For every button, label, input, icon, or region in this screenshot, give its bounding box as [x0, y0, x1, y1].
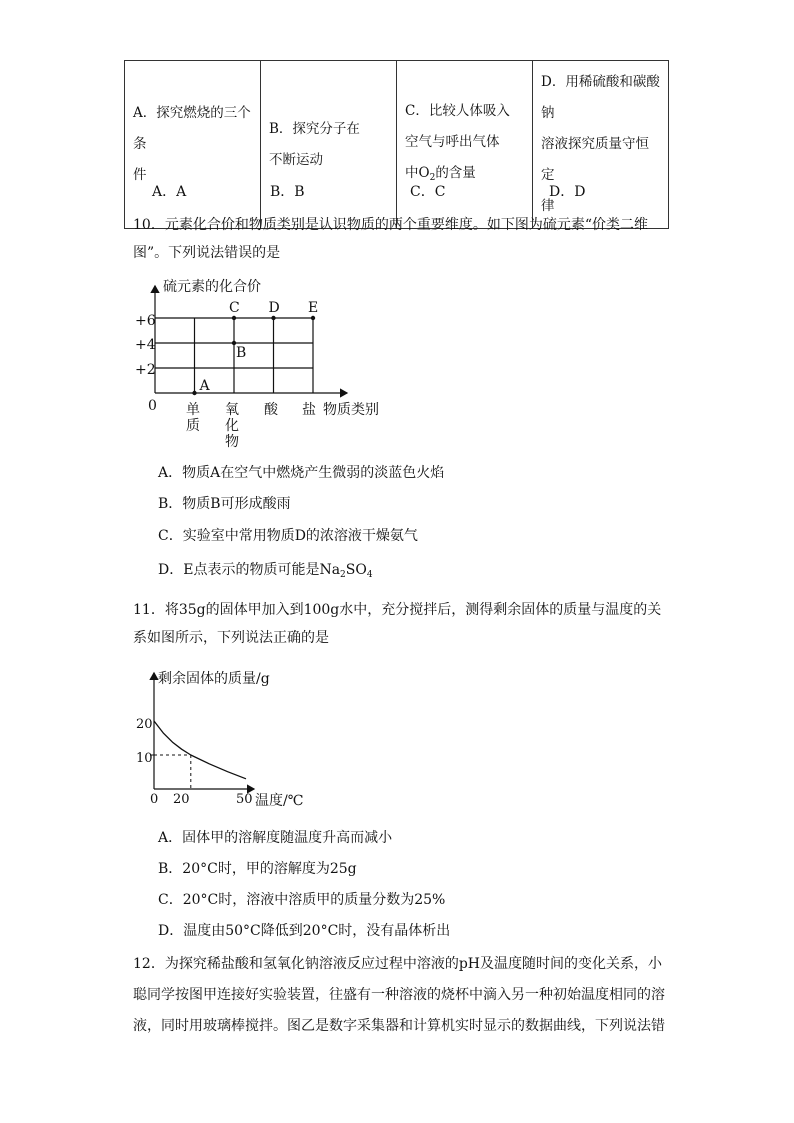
q10-grid: [155, 318, 313, 393]
q10-xlabel: 物质类别: [323, 402, 379, 418]
q10-point-a: [192, 391, 196, 395]
q10-ytick-2: +2: [135, 362, 156, 378]
q11-xtick-20: 20: [173, 792, 190, 807]
q10-option-d: D．E点表示的物质可能是$Na_2SO_4$: [158, 562, 373, 580]
q11-stem-line1: 11．将35g的固体甲加入到100g水中，充分搅拌后，测得剩余固体的质量与温度的关: [133, 602, 662, 618]
q9-choice-d: D．D: [549, 184, 586, 200]
q9-choice-b: B．B: [270, 184, 305, 200]
q12-stem-line2: 聪同学按图甲连接好实验装置，往盛有一种溶液的烧杯中滴入另一种初始温度相同的溶: [133, 987, 665, 1003]
q11-option-d: D．温度由50°C降低到20°C时，没有晶体析出: [158, 923, 451, 939]
q10-cat-3: 盐: [302, 402, 316, 418]
q10-cat-0b: 质: [186, 418, 200, 434]
q9-choice-c: C．C: [410, 184, 446, 200]
q10-cat-1a: 氧: [225, 402, 239, 418]
q11-xtick-50: 50: [236, 792, 253, 807]
q10-stem-line2: 图”。下列说法错误的是: [133, 245, 281, 261]
q9-choice-a: A．A: [152, 184, 187, 200]
q10-point-e: [311, 316, 315, 320]
q9-cell-c: C．比较人体吸入 空气与呼出气体 中$O_2$的含量: [397, 61, 533, 229]
q10-point-label-b: B: [236, 345, 247, 361]
q10-cat-1b: 化: [225, 418, 239, 434]
q12-stem-line1: 12．为探究稀盐酸和氢氧化钠溶液反应过程中溶液的pH及温度随时间的变化关系，小: [133, 956, 662, 972]
q10-ylabel: 硫元素的化合价: [163, 279, 261, 295]
q10-point-label-d: D: [268, 300, 280, 316]
q10-stem-line1: 10．元素化合价和物质类别是认识物质的两个重要维度。如下图为硫元素“价类二维: [133, 217, 648, 233]
q11-solid-mass-chart: [130, 665, 330, 815]
q10-point-c: [232, 316, 236, 320]
q9-cell-b: B．探究分子在 不断运动: [261, 61, 397, 229]
q11-xlabel: 温度/℃: [255, 793, 304, 809]
q10-cat-1c: 物: [225, 434, 239, 450]
q12-stem-line3: 液，同时用玻璃棒搅拌。图乙是数字采集器和计算机实时显示的数据曲线，下列说法错: [133, 1018, 665, 1034]
q11-option-b: B．20°C时，甲的溶解度为25g: [158, 861, 357, 877]
q10-origin: 0: [148, 398, 157, 414]
q10-option-b: B．物质B可形成酸雨: [158, 496, 291, 512]
q10-point-label-a: A: [199, 378, 210, 394]
q11-mass-curve: [154, 721, 246, 779]
q11-option-a: A．固体甲的溶解度随温度升高而减小: [158, 830, 393, 846]
q11-ytick-20: 20: [136, 717, 153, 732]
q10-point-label-e: E: [308, 300, 319, 316]
q10-cat-0a: 单: [186, 402, 200, 418]
q10-ytick-6: +6: [135, 313, 156, 329]
q9-cell-d: D．用稀硫酸和碳酸钠 溶液探究质量守恒定 律: [533, 61, 669, 229]
q10-ytick-4: +4: [135, 337, 156, 353]
q11-option-c: C．20°C时，溶液中溶质甲的质量分数为25%: [158, 892, 446, 908]
q11-xtick-0: 0: [150, 792, 159, 807]
q9-options-table: [124, 60, 669, 229]
q10-option-c: C．实验室中常用物质D的浓溶液干燥氨气: [158, 528, 418, 544]
q10-valence-chart: [130, 272, 400, 452]
q10-point-label-c: C: [229, 300, 240, 316]
q11-ylabel: 剩余固体的质量/g: [158, 671, 270, 687]
q11-ytick-10: 10: [136, 751, 153, 766]
q10-option-a: A．物质A在空气中燃烧产生微弱的淡蓝色火焰: [158, 465, 445, 481]
q9-cell-a: A．探究燃烧的三个条 件: [125, 61, 261, 229]
q10-cat-2: 酸: [264, 402, 278, 418]
q10-point-d: [271, 316, 275, 320]
q11-stem-line2: 系如图所示，下列说法正确的是: [133, 630, 329, 646]
